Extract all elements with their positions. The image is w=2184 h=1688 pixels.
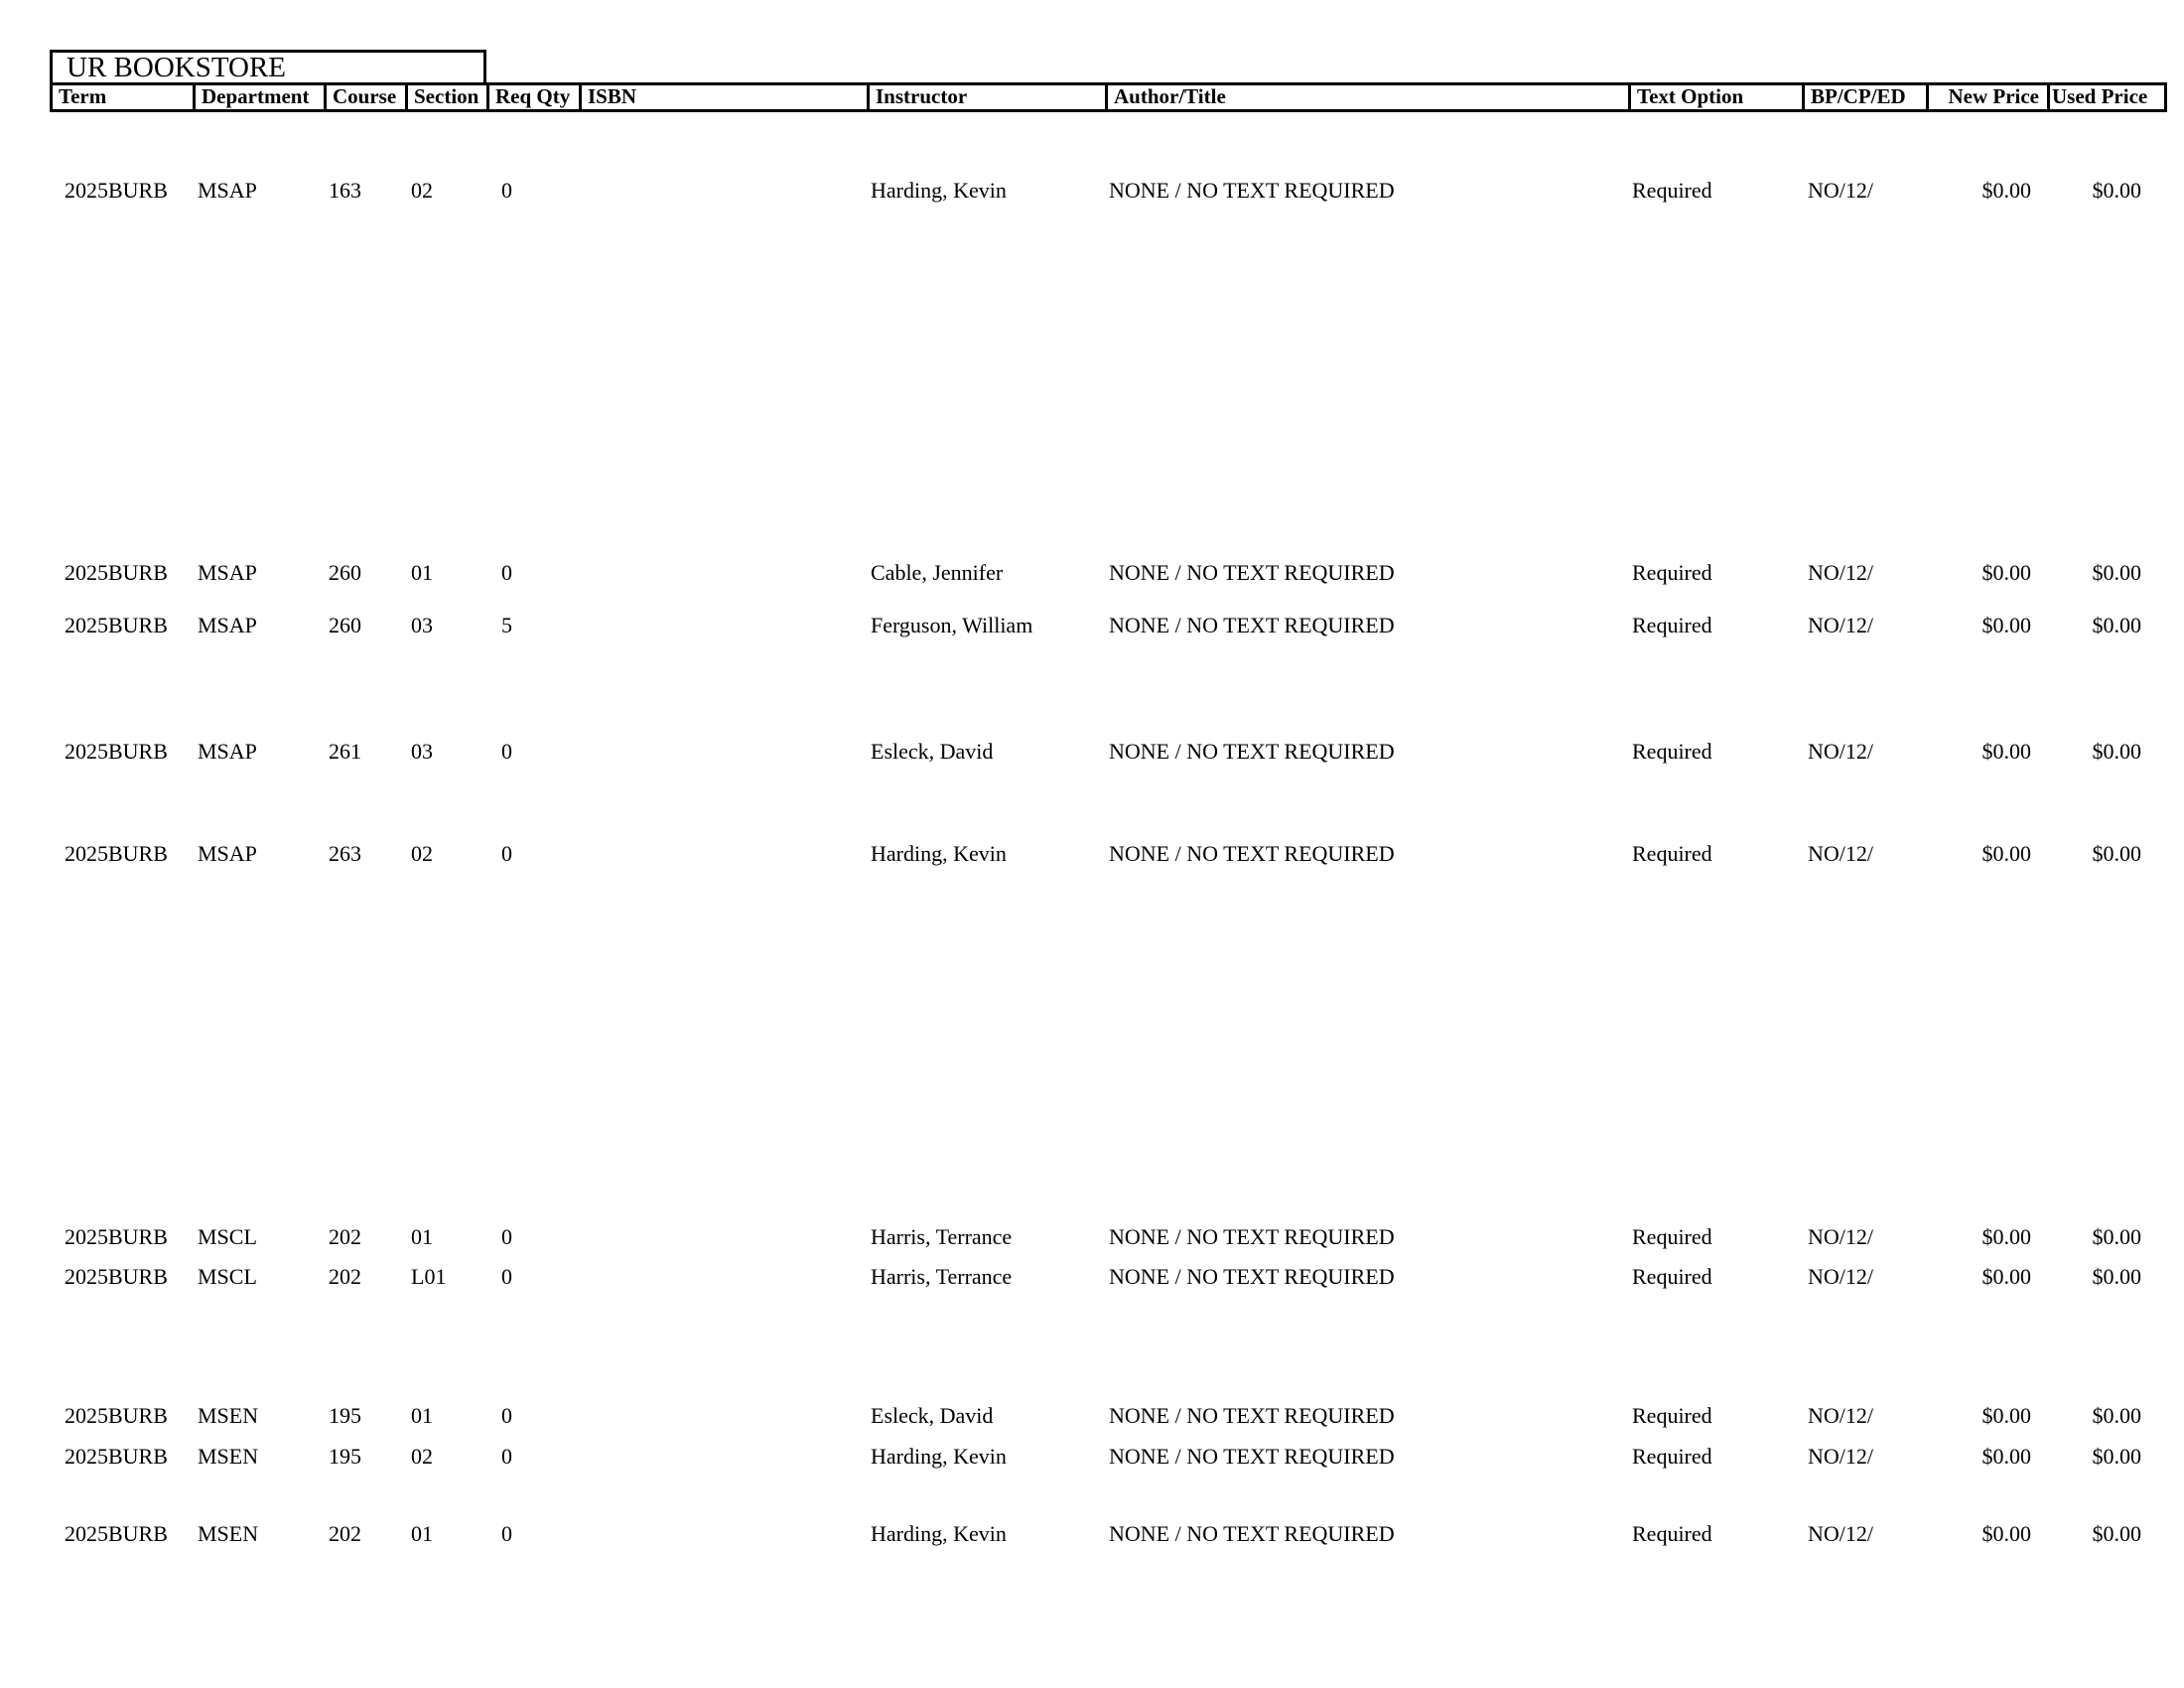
cell-text-option: Required: [1632, 841, 1712, 866]
cell-instructor: Esleck, David: [871, 739, 994, 764]
cell-section: L01: [411, 1264, 447, 1289]
cell-req-qty: 0: [501, 739, 512, 764]
cell-department: MSAP: [198, 560, 257, 585]
cell-section: 02: [411, 841, 433, 866]
cell-bp-cp-ed: NO/12/: [1808, 841, 1873, 866]
cell-bp-cp-ed: NO/12/: [1808, 1444, 1873, 1469]
cell-req-qty: 0: [501, 560, 512, 585]
cell-text-option: Required: [1632, 1403, 1712, 1428]
column-header-author-title: Author/Title: [1105, 85, 1628, 109]
column-header-text-option: Text Option: [1628, 85, 1802, 109]
cell-section: 01: [411, 560, 433, 585]
cell-bp-cp-ed: NO/12/: [1808, 178, 1873, 203]
cell-new-price: $0.00: [1981, 613, 2031, 637]
cell-author-title: NONE / NO TEXT REQUIRED: [1109, 841, 1395, 866]
cell-new-price: $0.00: [1981, 841, 2031, 866]
table-row: [0, 739, 2184, 769]
column-header-used-price: Used Price: [2047, 85, 2164, 109]
store-title: UR BOOKSTORE: [50, 50, 486, 82]
cell-req-qty: 5: [501, 613, 512, 637]
column-header-bp-cp-ed: BP/CP/ED: [1802, 85, 1926, 109]
cell-instructor: Harding, Kevin: [871, 841, 1007, 866]
table-row: [0, 1224, 2184, 1254]
cell-new-price: $0.00: [1981, 1403, 2031, 1428]
cell-req-qty: 0: [501, 1444, 512, 1469]
cell-text-option: Required: [1632, 739, 1712, 764]
cell-bp-cp-ed: NO/12/: [1808, 1264, 1873, 1289]
cell-author-title: NONE / NO TEXT REQUIRED: [1109, 1224, 1395, 1249]
cell-course: 260: [329, 560, 361, 585]
cell-term: 2025BURB: [65, 560, 168, 585]
column-header-isbn: ISBN: [579, 85, 867, 109]
cell-instructor: Cable, Jennifer: [871, 560, 1004, 585]
table-row: [0, 178, 2184, 208]
table-header: [50, 82, 2167, 112]
cell-term: 2025BURB: [65, 1403, 168, 1428]
cell-instructor: Esleck, David: [871, 1403, 994, 1428]
cell-course: 202: [329, 1521, 361, 1546]
cell-term: 2025BURB: [65, 1224, 168, 1249]
cell-term: 2025BURB: [65, 613, 168, 637]
cell-used-price: $0.00: [2092, 841, 2141, 866]
cell-department: MSCL: [198, 1264, 257, 1289]
cell-used-price: $0.00: [2092, 613, 2141, 637]
cell-new-price: $0.00: [1981, 1444, 2031, 1469]
cell-section: 02: [411, 1444, 433, 1469]
cell-author-title: NONE / NO TEXT REQUIRED: [1109, 613, 1395, 637]
cell-author-title: NONE / NO TEXT REQUIRED: [1109, 560, 1395, 585]
cell-new-price: $0.00: [1981, 560, 2031, 585]
cell-department: MSAP: [198, 178, 257, 203]
cell-term: 2025BURB: [65, 178, 168, 203]
cell-course: 202: [329, 1224, 361, 1249]
cell-author-title: NONE / NO TEXT REQUIRED: [1109, 1444, 1395, 1469]
cell-term: 2025BURB: [65, 1444, 168, 1469]
table-row: [0, 1521, 2184, 1551]
cell-section: 01: [411, 1521, 433, 1546]
cell-course: 260: [329, 613, 361, 637]
cell-used-price: $0.00: [2092, 178, 2141, 203]
cell-instructor: Harris, Terrance: [871, 1264, 1013, 1289]
cell-department: MSEN: [198, 1403, 259, 1428]
cell-term: 2025BURB: [65, 739, 168, 764]
table-row: [0, 1444, 2184, 1474]
table-row: [0, 1403, 2184, 1433]
cell-course: 261: [329, 739, 361, 764]
cell-bp-cp-ed: NO/12/: [1808, 739, 1873, 764]
cell-new-price: $0.00: [1981, 1224, 2031, 1249]
cell-req-qty: 0: [501, 178, 512, 203]
cell-author-title: NONE / NO TEXT REQUIRED: [1109, 1264, 1395, 1289]
column-header-course: Course: [324, 85, 405, 109]
cell-bp-cp-ed: NO/12/: [1808, 1521, 1873, 1546]
cell-text-option: Required: [1632, 613, 1712, 637]
cell-term: 2025BURB: [65, 841, 168, 866]
cell-bp-cp-ed: NO/12/: [1808, 560, 1873, 585]
cell-department: MSCL: [198, 1224, 257, 1249]
cell-course: 202: [329, 1264, 361, 1289]
cell-req-qty: 0: [501, 1521, 512, 1546]
cell-used-price: $0.00: [2092, 1521, 2141, 1546]
cell-department: MSAP: [198, 613, 257, 637]
cell-instructor: Ferguson, William: [871, 613, 1033, 637]
column-header-department: Department: [193, 85, 324, 109]
cell-used-price: $0.00: [2092, 560, 2141, 585]
column-header-req-qty: Req Qty: [486, 85, 579, 109]
table-row: [0, 613, 2184, 642]
cell-text-option: Required: [1632, 1521, 1712, 1546]
column-header-term: Term: [59, 85, 107, 108]
cell-department: MSEN: [198, 1444, 259, 1469]
cell-used-price: $0.00: [2092, 1403, 2141, 1428]
cell-instructor: Harding, Kevin: [871, 178, 1007, 203]
cell-new-price: $0.00: [1981, 178, 2031, 203]
column-header-instructor: Instructor: [867, 85, 1105, 109]
cell-bp-cp-ed: NO/12/: [1808, 1403, 1873, 1428]
cell-course: 195: [329, 1403, 361, 1428]
cell-req-qty: 0: [501, 841, 512, 866]
cell-bp-cp-ed: NO/12/: [1808, 613, 1873, 637]
cell-text-option: Required: [1632, 178, 1712, 203]
cell-term: 2025BURB: [65, 1521, 168, 1546]
cell-bp-cp-ed: NO/12/: [1808, 1224, 1873, 1249]
cell-course: 163: [329, 178, 361, 203]
cell-section: 02: [411, 178, 433, 203]
table-row: [0, 841, 2184, 871]
cell-used-price: $0.00: [2092, 1444, 2141, 1469]
cell-req-qty: 0: [501, 1264, 512, 1289]
cell-used-price: $0.00: [2092, 1224, 2141, 1249]
cell-section: 03: [411, 613, 433, 637]
cell-department: MSAP: [198, 841, 257, 866]
cell-text-option: Required: [1632, 1444, 1712, 1469]
cell-author-title: NONE / NO TEXT REQUIRED: [1109, 739, 1395, 764]
cell-req-qty: 0: [501, 1403, 512, 1428]
cell-text-option: Required: [1632, 1264, 1712, 1289]
cell-text-option: Required: [1632, 1224, 1712, 1249]
column-header-section: Section: [405, 85, 486, 109]
cell-section: 03: [411, 739, 433, 764]
cell-used-price: $0.00: [2092, 739, 2141, 764]
table-row: [0, 1264, 2184, 1294]
cell-section: 01: [411, 1403, 433, 1428]
cell-instructor: Harris, Terrance: [871, 1224, 1013, 1249]
cell-new-price: $0.00: [1981, 1521, 2031, 1546]
table-row: [0, 560, 2184, 590]
cell-used-price: $0.00: [2092, 1264, 2141, 1289]
cell-author-title: NONE / NO TEXT REQUIRED: [1109, 1403, 1395, 1428]
cell-req-qty: 0: [501, 1224, 512, 1249]
cell-instructor: Harding, Kevin: [871, 1521, 1007, 1546]
column-header-new-price: New Price: [1926, 85, 2047, 109]
cell-text-option: Required: [1632, 560, 1712, 585]
cell-course: 195: [329, 1444, 361, 1469]
cell-department: MSAP: [198, 739, 257, 764]
cell-author-title: NONE / NO TEXT REQUIRED: [1109, 1521, 1395, 1546]
cell-course: 263: [329, 841, 361, 866]
cell-new-price: $0.00: [1981, 1264, 2031, 1289]
cell-instructor: Harding, Kevin: [871, 1444, 1007, 1469]
cell-new-price: $0.00: [1981, 739, 2031, 764]
cell-section: 01: [411, 1224, 433, 1249]
cell-author-title: NONE / NO TEXT REQUIRED: [1109, 178, 1395, 203]
cell-department: MSEN: [198, 1521, 259, 1546]
cell-term: 2025BURB: [65, 1264, 168, 1289]
